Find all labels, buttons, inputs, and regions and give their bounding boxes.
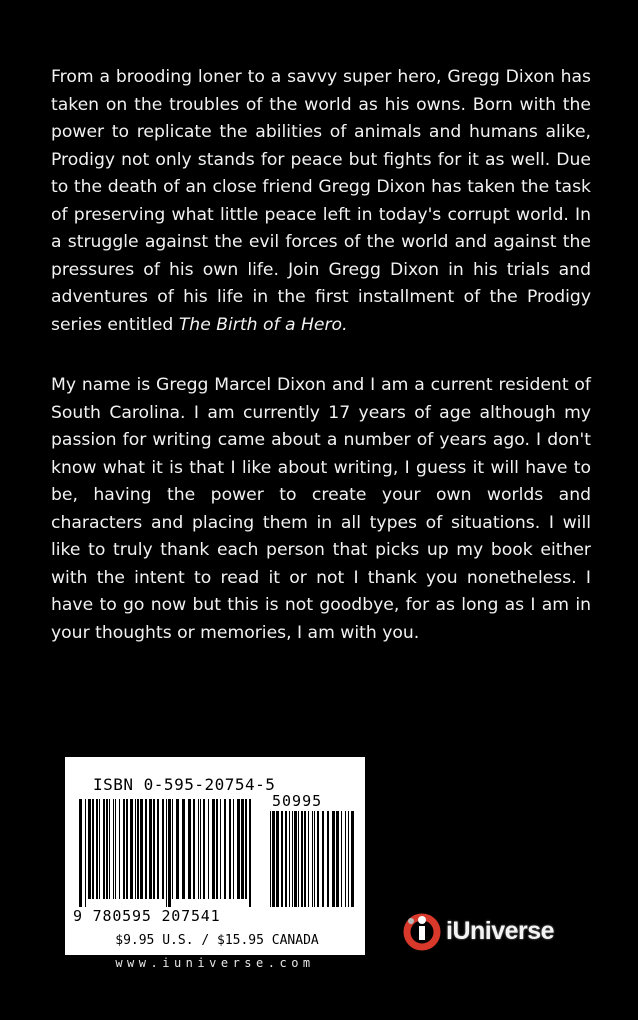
price-addon-digits: 50995 [272, 792, 323, 810]
publisher-website: www.iuniverse.com [115, 956, 315, 970]
book-title: The Birth of a Hero. [178, 314, 348, 335]
blurb-text: From a brooding loner to a savvy super hero, Gregg Dixon has taken on the troubles of the world as his owns. Born with the power to replicate the abilities of animals and humans alike, Prodigy not only stands for peace but fights for it as well. Due to the death of an close friend Gregg Dixon has taken the task of preserving what little peace left in today's corrupt world. In a struggle against the evil forces of the world and against the pressures of his own life. Join Gregg Dixon in his trials and adventures of his life in the first installment of the Prodigy series entitled [51, 67, 591, 335]
barcode-panel [65, 757, 365, 955]
ean-barcode [79, 799, 254, 907]
author-bio: My name is Gregg Marcel Dixon and I am a current resident of South Carolina. I am currently 17 years of age although my passion for writing came about a number of years ago. I don't know what it is that I like about writing, I guess it will have to be, having the power to create your own worlds and characters and placing them in all types of situations. I will like to truly thank each person that picks up my book either with the intent to read it or not I thank you nonetheless. I have to go now but this is not goodbye, for as long as I am in your thoughts or memories, I am with you. [51, 375, 591, 643]
publisher-logo [402, 910, 554, 952]
back-cover-blurb [51, 64, 591, 339]
ean-digits: 9 780595 207541 [73, 907, 221, 925]
price-label: $9.95 U.S. / $15.95 CANADA [115, 933, 319, 948]
iuniverse-logo-icon [402, 911, 442, 951]
isbn-label: ISBN 0-595-20754-5 [93, 775, 276, 794]
publisher-name: iUniverse [446, 916, 555, 945]
addon-barcode [270, 811, 354, 907]
